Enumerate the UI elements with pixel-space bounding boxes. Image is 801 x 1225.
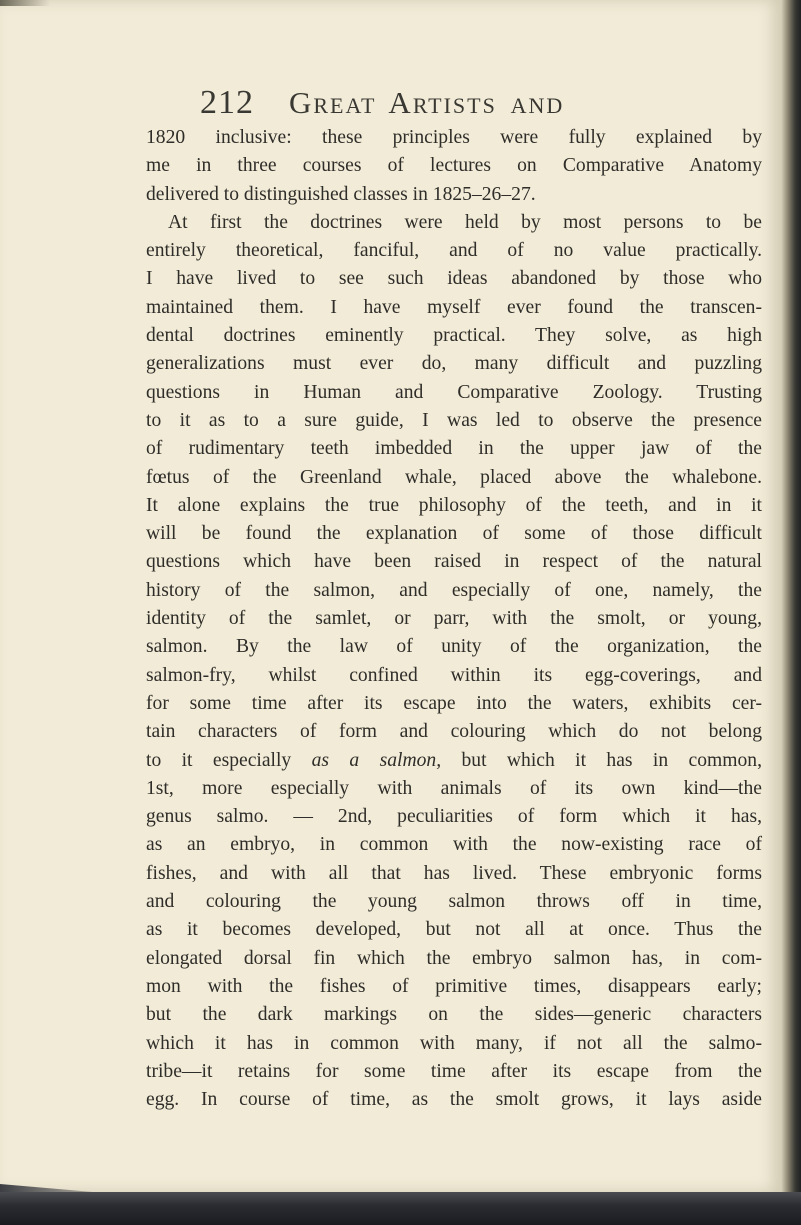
body-text — [146, 124, 762, 1114]
text-line: egg. In course of time, as the smolt grows, it lays aside — [146, 1089, 762, 1111]
text-line: of rudimentary teeth imbedded in the upper jaw of the — [146, 438, 762, 460]
text-line: mon with the fishes of primitive times, disappears early; — [146, 975, 762, 997]
text-line: salmon-fry, whilst confined within its egg-coverings, and — [146, 664, 762, 686]
text-line: for some time after its escape into the waters, exhibits cer- — [146, 692, 762, 714]
text-line: At first the doctrines were held by most persons to be — [168, 211, 762, 233]
text-segment: but which it has in common, — [461, 749, 762, 771]
text-line: questions which have been raised in respect of the natural — [146, 551, 762, 573]
text-line: dental doctrines eminently practical. They solve, as high — [146, 325, 762, 347]
book-binding-edge — [781, 0, 801, 1225]
text-line: but the dark markings on the sides—generic characters — [146, 1004, 762, 1026]
text-line: fishes, and with all that has lived. These embryonic forms — [146, 862, 762, 884]
text-line: delivered to distinguished classes in 1825–26–27. — [146, 183, 536, 205]
text-line: to it as to a sure guide, I was led to observe the presence — [146, 409, 762, 431]
text-line: 1820 inclusive: these principles were fully explained by — [146, 127, 762, 148]
text-line: me in three courses of lectures on Comparative Anatomy — [146, 155, 762, 177]
italic-phrase: as a salmon, — [311, 749, 442, 771]
text-line: maintained them. I have myself ever found the transcen- — [146, 296, 762, 318]
text-line: identity of the samlet, or parr, with the smolt, or young, — [146, 608, 762, 630]
text-line: It alone explains the true philosophy of the teeth, and in it — [146, 494, 762, 516]
text-line: tain characters of form and colouring which do not belong — [146, 721, 762, 743]
text-line: genus salmo. — 2nd, peculiarities of form which it has, — [146, 806, 762, 828]
text-line: generalizations must ever do, many difficult and puzzling — [146, 353, 762, 375]
text-line: elongated dorsal fin which the embryo salmon has, in com- — [146, 947, 762, 969]
text-line: which it has in common with many, if not all the salmo- — [146, 1032, 762, 1054]
text-line: questions in Human and Comparative Zoology. Trusting — [146, 381, 762, 403]
text-line: entirely theoretical, fanciful, and of no value practically. — [146, 240, 762, 262]
running-title: Great Artists and — [289, 85, 565, 120]
scan-bottom-edge — [0, 1192, 801, 1225]
text-line: 1st, more especially with animals of its own kind—the — [146, 777, 762, 799]
text-line: and colouring the young salmon throws off in time, — [146, 891, 762, 913]
page-number: 212 — [200, 84, 254, 121]
text-segment: to it especially — [146, 749, 292, 771]
text-line: will be found the explanation of some of those difficult — [146, 523, 762, 545]
text-line: history of the salmon, and especially of one, namely, the — [146, 579, 762, 601]
page-top-edge-mark — [0, 0, 50, 6]
text-line: as it becomes developed, but not all at once. Thus the — [146, 919, 762, 941]
text-line: I have lived to see such ideas abandoned by those who — [146, 268, 762, 290]
text-line: tribe—it retains for some time after its escape from the — [146, 1060, 762, 1082]
text-line: as an embryo, in common with the now-existing race of — [146, 834, 762, 856]
text-line: fœtus of the Greenland whale, placed above the whalebone. — [146, 466, 762, 488]
text-line: salmon. By the law of unity of the organization, the — [146, 636, 762, 658]
text-line — [146, 747, 762, 775]
page-header — [200, 84, 564, 124]
